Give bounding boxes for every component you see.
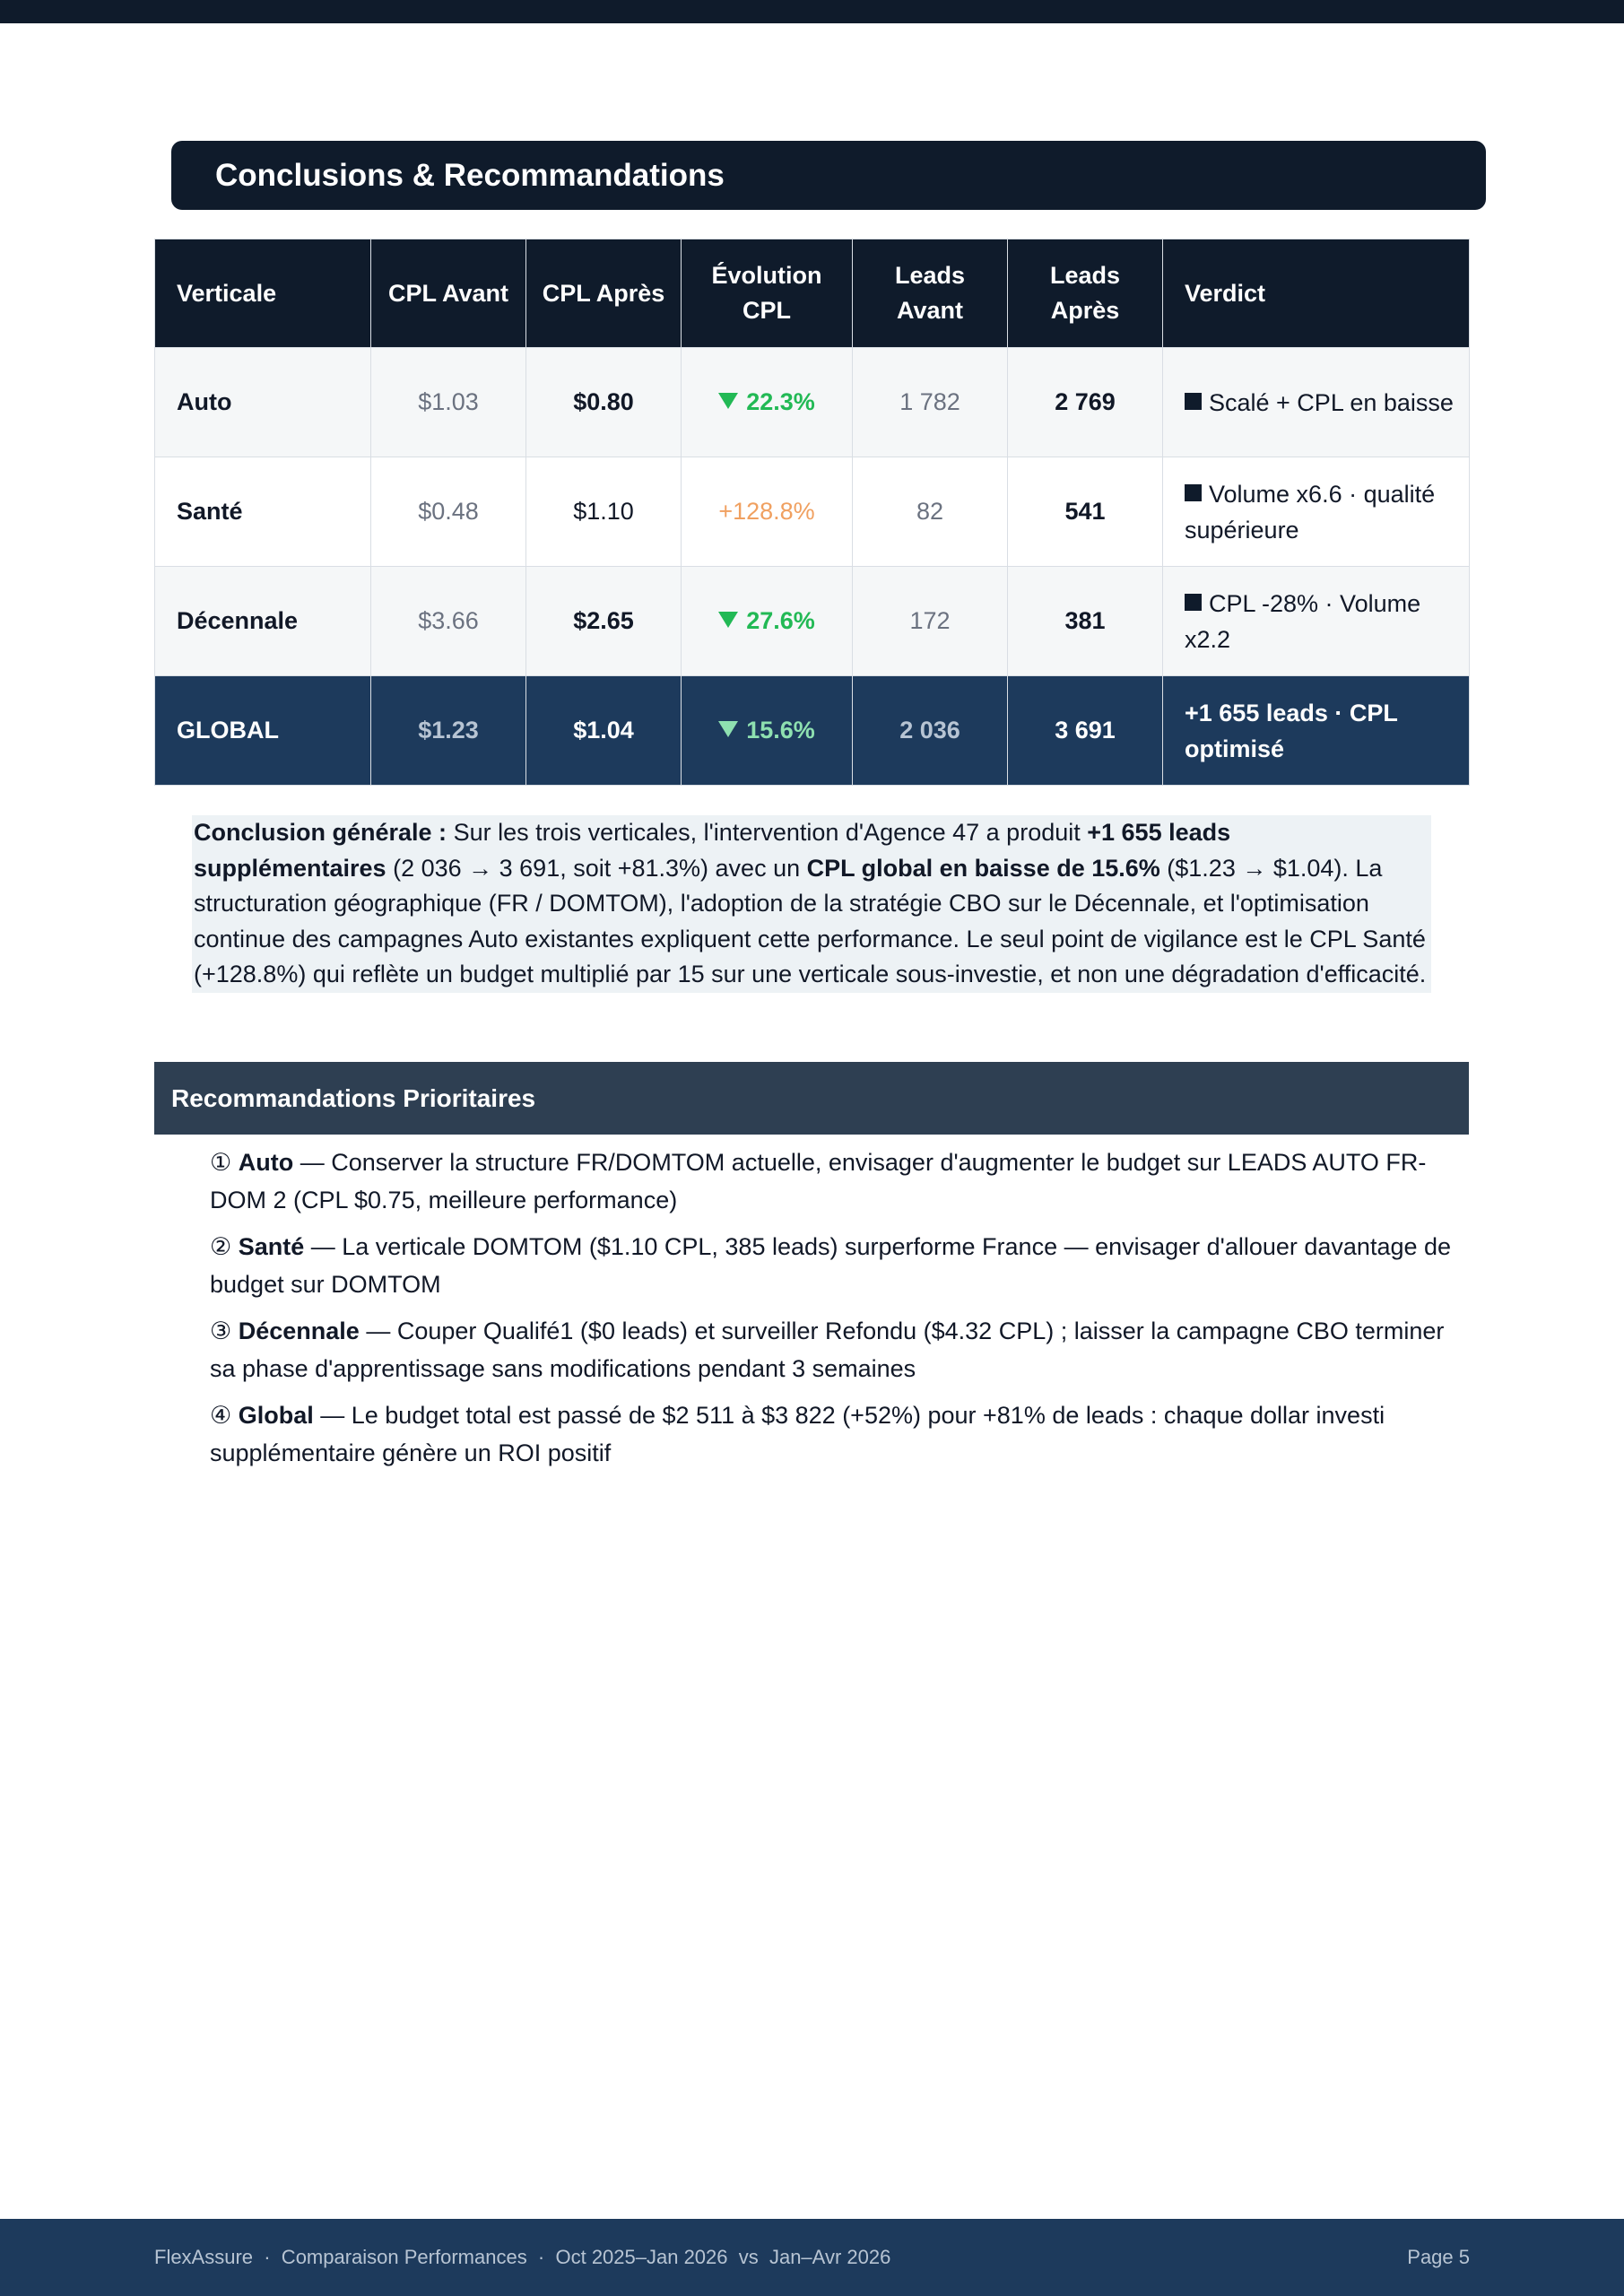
recommendation-number: ③ — [210, 1318, 232, 1344]
cell-cpl-apres: $1.10 — [526, 457, 682, 567]
cell-verticale: Décennale — [155, 567, 371, 676]
triangle-down-icon — [718, 612, 738, 628]
conclusion-highlight-leads: +1 655 leads supplémentaires — [194, 819, 1231, 882]
header-leads-avant: Leads Avant — [853, 239, 1008, 348]
cell-verdict — [1163, 567, 1470, 676]
evolution-value: 22.3% — [746, 388, 815, 415]
square-bullet-icon — [1185, 393, 1202, 410]
header-cpl-avant: CPL Avant — [371, 239, 526, 348]
cell-leads-avant: 172 — [853, 567, 1008, 676]
cell-evolution — [682, 676, 853, 786]
cell-verdict — [1163, 457, 1470, 567]
page-footer — [0, 2219, 1624, 2296]
cell-evolution — [682, 348, 853, 457]
cell-cpl-avant: $1.23 — [371, 676, 526, 786]
verdict-text: Volume x6.6 · qualité supérieure — [1185, 480, 1436, 544]
evolution-value: 15.6% — [746, 717, 815, 744]
cell-cpl-apres: $1.04 — [526, 676, 682, 786]
cell-leads-avant: 82 — [853, 457, 1008, 567]
footer-page-number: Page 5 — [1407, 2246, 1470, 2268]
recommendation-text: — Couper Qualifé1 ($0 leads) et surveiller Refondu ($4.32 CPL) ; laisser la campagne CBO terminer sa phase d'apprentissage sans modifications pendant 3 semaines — [210, 1318, 1445, 1382]
recommendation-text: — La verticale DOMTOM ($1.10 CPL, 385 leads) surperforme France — envisager d'allouer davantage de budget sur DOMTOM — [210, 1233, 1452, 1298]
conclusion-text: Sur les trois verticales, l'intervention d'Agence 47 a produit — [447, 819, 1088, 846]
table-row-decennale — [155, 567, 1470, 676]
conclusion-label: Conclusion générale : — [194, 819, 447, 846]
cell-leads-avant: 1 782 — [853, 348, 1008, 457]
conclusion-text: ($1.23 → $1.04). La structuration géographique (FR / DOMTOM), l'adoption de la stratégie CBO sur le Décennale, et l'optimisation continue des campagnes Auto existantes expliquent cette performance. Le seul point de vigilance est le CPL Santé (+128.8%) qui reflète un budget multiplié par 15 sur une verticale sous-investie, et non une dégradation d'efficacité. — [194, 854, 1427, 988]
recommendations-title: Recommandations Prioritaires — [171, 1083, 536, 1112]
header-leads-apres: Leads Après — [1008, 239, 1163, 348]
recommendations-header — [154, 1062, 1469, 1135]
table-row-auto — [155, 348, 1470, 457]
square-bullet-icon — [1185, 484, 1202, 501]
header-evolution: Évolution CPL — [682, 239, 853, 348]
evolution-value: 27.6% — [746, 607, 815, 634]
verdict-text: CPL -28% · Volume x2.2 — [1185, 589, 1421, 653]
cell-cpl-apres: $2.65 — [526, 567, 682, 676]
cell-leads-apres: 2 769 — [1008, 348, 1163, 457]
cell-cpl-avant: $1.03 — [371, 348, 526, 457]
cell-verticale: Auto — [155, 348, 371, 457]
conclusion-highlight-cpl: CPL global en baisse de 15.6% — [806, 854, 1160, 882]
recommendation-item — [210, 1312, 1465, 1387]
recommendation-label: Auto — [238, 1149, 294, 1176]
cell-verdict: +1 655 leads · CPL optimisé — [1163, 676, 1470, 786]
footer-document-info: FlexAssure · Comparaison Performances · Oct 2025–Jan 2026 vs Jan–Avr 2026 — [154, 2246, 891, 2268]
cell-leads-apres: 3 691 — [1008, 676, 1163, 786]
top-bar — [0, 0, 1624, 23]
cell-verticale: GLOBAL — [155, 676, 371, 786]
comparison-table — [154, 239, 1470, 786]
header-cpl-apres: CPL Après — [526, 239, 682, 348]
cell-evolution: +128.8% — [682, 457, 853, 567]
section-header — [171, 141, 1486, 210]
triangle-down-icon — [718, 721, 738, 737]
header-verticale: Verticale — [155, 239, 371, 348]
recommendation-item — [210, 1144, 1465, 1219]
recommendation-number: ④ — [210, 1402, 232, 1429]
cell-cpl-avant: $3.66 — [371, 567, 526, 676]
section-title: Conclusions & Recommandations — [215, 157, 725, 193]
recommendation-item — [210, 1228, 1465, 1303]
recommendation-number: ② — [210, 1233, 232, 1260]
cell-leads-apres: 381 — [1008, 567, 1163, 676]
cell-evolution — [682, 567, 853, 676]
cell-verticale: Santé — [155, 457, 371, 567]
cell-cpl-apres: $0.80 — [526, 348, 682, 457]
conclusion-text: (2 036 → 3 691, soit +81.3%) avec un — [386, 854, 807, 882]
recommendation-text: — Le budget total est passé de $2 511 à $3 822 (+52%) pour +81% de leads : chaque dollar investi supplémentaire génère un ROI positif — [210, 1402, 1385, 1466]
recommendation-item — [210, 1396, 1465, 1472]
table-row-sante — [155, 457, 1470, 567]
cell-verdict — [1163, 348, 1470, 457]
square-bullet-icon — [1185, 594, 1202, 611]
conclusion-box — [192, 815, 1431, 993]
triangle-down-icon — [718, 393, 738, 409]
cell-cpl-avant: $0.48 — [371, 457, 526, 567]
recommendations-list — [210, 1144, 1465, 1481]
header-verdict: Verdict — [1163, 239, 1470, 348]
table-header-row — [155, 239, 1470, 348]
verdict-text: Scalé + CPL en baisse — [1209, 388, 1454, 416]
recommendation-label: Global — [238, 1402, 314, 1429]
recommendation-label: Santé — [238, 1233, 305, 1260]
cell-leads-apres: 541 — [1008, 457, 1163, 567]
recommendation-number: ① — [210, 1149, 232, 1176]
recommendation-text: — Conserver la structure FR/DOMTOM actuelle, envisager d'augmenter le budget sur LEADS AUTO FR-DOM 2 (CPL $0.75, meilleure performance) — [210, 1149, 1427, 1213]
table-row-global — [155, 676, 1470, 786]
cell-leads-avant: 2 036 — [853, 676, 1008, 786]
recommendation-label: Décennale — [238, 1318, 360, 1344]
